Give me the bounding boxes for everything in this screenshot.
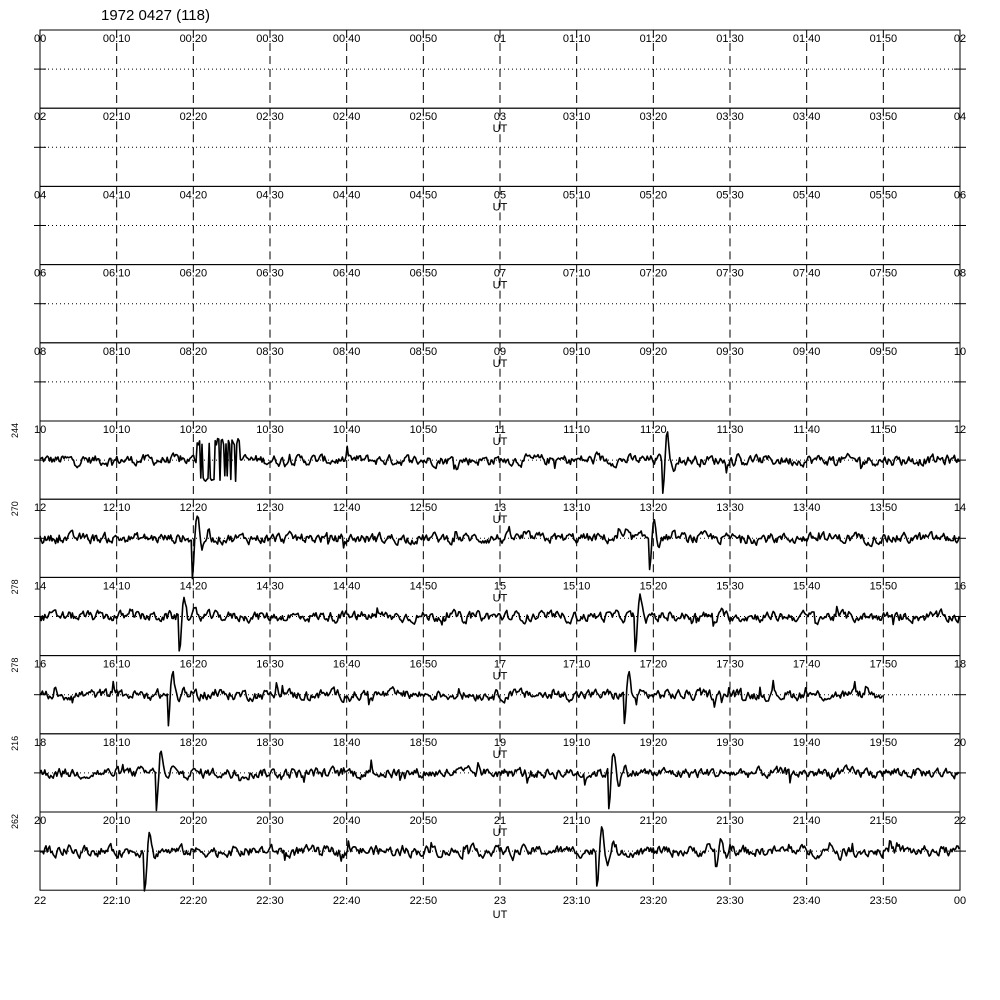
time-tick-label: 18 <box>953 658 967 671</box>
time-tick-label: 02:50 <box>409 111 438 124</box>
trace-row <box>34 108 966 186</box>
time-tick-label: 17:40 <box>792 658 821 671</box>
time-tick-label: 20 <box>953 736 967 749</box>
time-tick-label: 14 <box>34 580 47 593</box>
time-tick-label: 08:40 <box>332 345 361 358</box>
time-tick-label: 12 <box>953 424 967 436</box>
time-tick-label: 13:50 <box>869 502 898 515</box>
time-tick-label: 10:50 <box>409 424 438 436</box>
time-tick-label: 21 <box>493 815 507 827</box>
ut-label: UT <box>492 592 508 605</box>
time-tick-label: 03:50 <box>869 111 898 124</box>
time-tick-label: 15:30 <box>716 580 744 593</box>
time-tick-label: 07 <box>493 267 507 280</box>
time-tick-label: 22 <box>34 895 47 908</box>
time-tick-label: 08:10 <box>102 345 131 358</box>
time-tick-label: 10 <box>953 345 967 358</box>
time-tick-label: 16:30 <box>256 658 284 671</box>
time-tick-label: 23:10 <box>562 895 591 908</box>
time-tick-label: 22:20 <box>179 895 208 908</box>
time-tick-label: 10:20 <box>179 424 208 436</box>
time-tick-label: 19:30 <box>716 736 744 749</box>
time-tick-label: 12:40 <box>332 502 361 515</box>
time-tick-label: 05:40 <box>792 189 821 202</box>
time-tick-label: 04 <box>953 111 967 124</box>
time-tick-label: 09:30 <box>716 345 744 358</box>
time-tick-label: 05:50 <box>869 189 898 202</box>
time-tick-label: 12 <box>34 502 47 515</box>
time-tick-label: 09 <box>493 345 507 358</box>
time-tick-label: 17:30 <box>716 658 744 671</box>
time-tick-label: 17:50 <box>869 658 898 671</box>
time-tick-label: 16:50 <box>409 658 438 671</box>
time-tick-label: 18:40 <box>332 736 361 749</box>
ut-label: UT <box>492 279 508 292</box>
trace-row <box>10 421 966 499</box>
time-tick-label: 13:40 <box>792 502 821 515</box>
time-tick-label: 23:20 <box>639 895 668 908</box>
amplitude-label: 216 <box>10 735 20 751</box>
time-tick-label: 21:10 <box>562 815 591 827</box>
time-tick-label: 06:10 <box>102 267 131 280</box>
time-tick-label: 19:10 <box>562 736 591 749</box>
time-tick-label: 00:50 <box>409 33 438 45</box>
time-tick-label: 10:30 <box>256 424 284 436</box>
time-tick-label: 18:50 <box>409 736 438 749</box>
time-tick-label: 11 <box>494 424 506 436</box>
time-tick-label: 06 <box>953 189 967 202</box>
amplitude-label: 244 <box>10 423 20 439</box>
time-tick-label: 12:30 <box>256 502 284 515</box>
seismic-trace <box>40 672 882 726</box>
time-tick-label: 16:20 <box>179 658 208 671</box>
time-tick-label: 22:30 <box>256 895 284 908</box>
ut-label: UT <box>492 827 508 839</box>
ut-label: UT <box>492 670 508 683</box>
time-tick-label: 14:50 <box>409 580 438 593</box>
time-tick-label: 20:20 <box>179 815 208 827</box>
time-tick-label: 11:30 <box>716 424 744 436</box>
time-tick-label: 11:10 <box>563 424 591 436</box>
time-tick-label: 05:20 <box>639 189 668 202</box>
trace-row <box>34 30 966 108</box>
time-tick-label: 02 <box>34 111 47 124</box>
trace-row <box>34 265 966 343</box>
time-tick-label: 14 <box>953 502 967 515</box>
time-tick-label: 15:40 <box>792 580 821 593</box>
time-tick-label: 06 <box>34 267 47 280</box>
time-tick-label: 11:20 <box>639 424 667 436</box>
time-tick-label: 12:20 <box>179 502 208 515</box>
trace-row <box>10 499 966 578</box>
time-tick-label: 08 <box>953 267 967 280</box>
time-tick-label: 11:40 <box>793 424 821 436</box>
time-tick-label: 07:40 <box>792 267 821 280</box>
time-tick-label: 09:50 <box>869 345 898 358</box>
time-tick-label: 04:40 <box>332 189 361 202</box>
time-tick-label: 01:50 <box>869 33 898 45</box>
time-tick-label: 05 <box>493 189 507 202</box>
time-tick-label: 07:30 <box>716 267 744 280</box>
time-tick-label: 09:10 <box>562 345 591 358</box>
time-tick-label: 19:20 <box>639 736 668 749</box>
time-tick-label: 14:40 <box>332 580 361 593</box>
time-tick-label: 01 <box>493 33 507 45</box>
time-tick-label: 22:40 <box>332 895 361 908</box>
time-tick-label: 23:40 <box>792 895 821 908</box>
time-tick-label: 18:10 <box>102 736 131 749</box>
time-tick-label: 21:20 <box>639 815 668 827</box>
amplitude-label: 262 <box>10 814 20 830</box>
time-tick-label: 08:30 <box>256 345 284 358</box>
time-tick-label: 05:10 <box>562 189 591 202</box>
time-tick-label: 16:10 <box>102 658 131 671</box>
time-tick-label: 19 <box>493 736 507 749</box>
time-tick-label: 14:20 <box>179 580 208 593</box>
time-tick-label: 18 <box>34 736 47 749</box>
time-tick-label: 06:40 <box>332 267 361 280</box>
time-tick-label: 14:10 <box>102 580 131 593</box>
time-tick-label: 06:30 <box>256 267 284 280</box>
time-tick-label: 15:50 <box>869 580 898 593</box>
ut-label: UT <box>492 357 508 370</box>
time-tick-label: 17:20 <box>639 658 668 671</box>
time-tick-label: 13:10 <box>562 502 591 515</box>
time-tick-label: 18:30 <box>256 736 284 749</box>
time-tick-label: 01:30 <box>716 33 744 45</box>
time-tick-label: 01:40 <box>792 33 821 45</box>
time-tick-label: 21:50 <box>869 815 898 827</box>
time-tick-label: 23 <box>493 895 507 908</box>
time-tick-label: 20:40 <box>332 815 361 827</box>
amplitude-label: 270 <box>10 501 20 517</box>
time-tick-label: 22:10 <box>102 895 131 908</box>
time-tick-label: 00:10 <box>102 33 131 45</box>
rows-layer <box>10 30 966 891</box>
time-tick-label: 07:10 <box>562 267 591 280</box>
time-tick-label: 21:30 <box>716 815 744 827</box>
time-tick-label: 16:40 <box>332 658 361 671</box>
time-tick-label: 20 <box>34 815 47 827</box>
time-tick-label: 01:20 <box>639 33 668 45</box>
time-tick-label: 15:10 <box>562 580 591 593</box>
chart-title: 1972 0427 (118) <box>101 7 210 24</box>
time-tick-label: 04:20 <box>179 189 208 202</box>
time-tick-label: 18:20 <box>179 736 208 749</box>
trace-row <box>10 656 966 734</box>
time-tick-label: 03 <box>493 111 507 124</box>
time-tick-label: 20:10 <box>102 815 131 827</box>
amplitude-label: 278 <box>10 657 20 673</box>
trace-row <box>10 812 966 891</box>
time-tick-label: 13:20 <box>639 502 668 515</box>
time-tick-label: 22:50 <box>409 895 438 908</box>
time-tick-label: 16 <box>34 658 47 671</box>
time-tick-label: 03:30 <box>716 111 744 124</box>
time-tick-label: 00 <box>34 33 47 45</box>
time-tick-label: 08:50 <box>409 345 438 358</box>
time-tick-label: 20:30 <box>256 815 284 827</box>
time-tick-label: 04:50 <box>409 189 438 202</box>
time-tick-label: 00:40 <box>332 33 361 45</box>
time-tick-label: 02 <box>953 33 967 45</box>
ut-label: UT <box>492 909 508 922</box>
time-tick-label: 07:20 <box>639 267 668 280</box>
time-tick-label: 07:50 <box>869 267 898 280</box>
time-tick-label: 01:10 <box>562 33 591 45</box>
trace-row <box>34 186 966 264</box>
time-tick-label: 23:50 <box>869 895 898 908</box>
time-tick-label: 10 <box>34 424 47 436</box>
trace-row <box>10 734 966 812</box>
time-tick-label: 03:40 <box>792 111 821 124</box>
time-tick-label: 08:20 <box>179 345 208 358</box>
time-tick-label: 02:10 <box>102 111 131 124</box>
time-tick-label: 13:30 <box>716 502 744 515</box>
time-tick-label: 14:30 <box>256 580 284 593</box>
time-tick-label: 12:10 <box>102 502 131 515</box>
time-tick-label: 06:50 <box>409 267 438 280</box>
trace-row <box>34 343 966 421</box>
time-tick-label: 00:30 <box>256 33 284 45</box>
time-tick-label: 20:50 <box>409 815 438 827</box>
time-tick-label: 00 <box>953 895 967 908</box>
ut-label: UT <box>492 748 508 761</box>
bottom-axis <box>34 895 966 921</box>
time-tick-label: 13 <box>493 502 507 515</box>
time-tick-label: 02:20 <box>179 111 208 124</box>
time-tick-label: 11:50 <box>869 424 897 436</box>
time-tick-label: 15:20 <box>639 580 668 593</box>
time-tick-label: 19:40 <box>792 736 821 749</box>
time-tick-label: 04 <box>34 189 47 202</box>
time-tick-label: 05:30 <box>716 189 744 202</box>
time-tick-label: 10:10 <box>102 424 131 436</box>
ut-label: UT <box>492 514 508 527</box>
ut-label: UT <box>492 201 508 214</box>
time-tick-label: 22 <box>953 815 967 827</box>
time-tick-label: 17:10 <box>562 658 591 671</box>
time-tick-label: 10:40 <box>332 424 361 436</box>
trace-row <box>10 577 966 655</box>
time-tick-label: 06:20 <box>179 267 208 280</box>
time-tick-label: 17 <box>493 658 507 671</box>
time-tick-label: 19:50 <box>869 736 898 749</box>
time-tick-label: 04:10 <box>102 189 131 202</box>
amplitude-label: 278 <box>10 579 20 595</box>
time-tick-label: 23:30 <box>716 895 744 908</box>
time-tick-label: 03:10 <box>562 111 591 124</box>
time-tick-label: 21:40 <box>792 815 821 827</box>
time-tick-label: 03:20 <box>639 111 668 124</box>
time-tick-label: 04:30 <box>256 189 284 202</box>
time-tick-label: 00:20 <box>179 33 208 45</box>
time-tick-label: 15 <box>493 580 507 593</box>
time-tick-label: 09:40 <box>792 345 821 358</box>
time-tick-label: 12:50 <box>409 502 438 515</box>
time-tick-label: 09:20 <box>639 345 668 358</box>
time-tick-label: 02:40 <box>332 111 361 124</box>
time-tick-label: 08 <box>34 345 47 358</box>
time-tick-label: 16 <box>953 580 967 593</box>
ut-label: UT <box>492 123 508 136</box>
time-tick-label: 02:30 <box>256 111 284 124</box>
ut-label: UT <box>492 436 508 448</box>
